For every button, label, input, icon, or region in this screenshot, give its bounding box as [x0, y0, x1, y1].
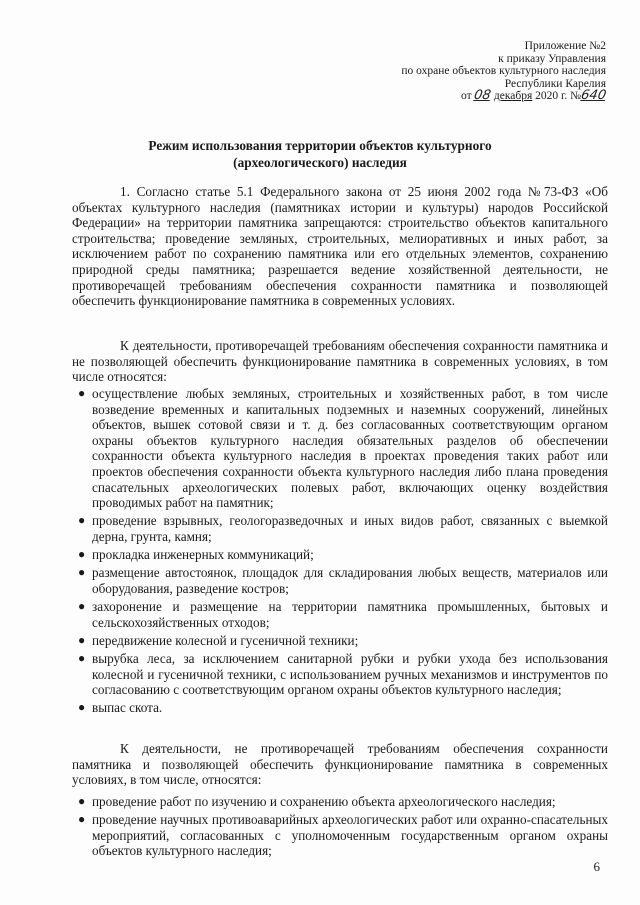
list-item: ● осуществление любых земляных, строительных и хозяйственных работ, в том числе возведение временных и капитальных подземных и наземных сооружений, линейных объектов, вышек сотовой связи и т. д. без согласованных соответствующим органом охраны объектов культурного наследия обязательных разделов об обеспечении сохранности объекта культурного наследия в проектах проведения таких работ или проектов обеспечения сохранности объекта культурного наследия либо плана проведения спасательных археологических полевых работ, включающих оценку воздействия проводимых работ на памятник;: [78, 386, 608, 511]
appendix-number: Приложение №2: [524, 40, 606, 52]
authority-name: по охране объектов культурного наследия: [401, 65, 606, 78]
bullet-icon: ●: [78, 599, 86, 614]
contradicting-activities-list: [78, 386, 608, 719]
list-item: ● прокладка инженерных коммуникаций;: [78, 547, 314, 563]
list-item: ● вырубка леса, за исключением санитарной рубки и рубки ухода без использования колесной и гусеничной техники, с использованием ручных механизмов и инструментов по согласованию с соответствующим органом охраны объектов культурного наследия;: [78, 651, 608, 698]
region-name: Республики Карелия: [504, 77, 606, 90]
appendix-header: [401, 40, 606, 103]
order-reference: к приказу Управления: [498, 52, 606, 65]
list-item: ● передвижение колесной и гусеничной техники;: [78, 632, 359, 648]
bullet-icon: ●: [78, 547, 86, 562]
date-year: 2020 г. №: [535, 90, 582, 103]
bullet-icon: ●: [78, 565, 86, 580]
list-item: ● проведение научных противоаварийных археологических работ или охранно-спасательных мероприятий, согласованных с уполномоченным государственным органом охраны объектов культурного наследия;: [78, 812, 608, 859]
handwritten-order-number: 640: [579, 88, 608, 104]
paragraph-allowed-intro: К деятельности, не противоречащей требованиям обеспечения сохранности памятника и позволяющей обеспечить функционирование памятника в современных условиях, в том числе, относятся:: [72, 741, 608, 788]
bullet-icon: ●: [78, 513, 86, 528]
allowed-activities-list: [78, 794, 608, 862]
page-number: 6: [593, 859, 600, 874]
bullet-icon: ●: [78, 386, 86, 400]
bullet-icon: ●: [78, 812, 86, 827]
bullet-icon: ●: [78, 700, 86, 715]
list-item: ● проведение взрывных, геологоразведочных и иных видов работ, связанных с выемкой дерна, грунта, камня;: [78, 513, 608, 544]
paragraph-contradicting-intro: К деятельности, противоречащей требованиям обеспечения сохранности памятника и не позволяющей обеспечить функционирование памятника в современных условиях, в том числе относятся:: [72, 338, 608, 385]
bullet-icon: ●: [78, 651, 86, 666]
list-item: ● размещение автостоянок, площадок для складирования любых веществ, материалов или оборудования, разведение костров;: [78, 565, 608, 596]
order-date-line: [401, 90, 606, 103]
list-item: ● выпас скота.: [78, 700, 163, 716]
list-item: ● захоронение и размещение на территории памятника промышленных, бытовых и сельскохозяйственных отходов;: [78, 599, 608, 630]
list-item: ● проведение работ по изучению и сохранению объекта археологического наследия;: [78, 794, 556, 809]
document-title: Режим использования территории объектов культурного (археологического) наследия: [148, 138, 492, 170]
handwritten-day: 08: [473, 88, 493, 104]
bullet-icon: ●: [78, 794, 86, 808]
date-month: декабря: [493, 90, 533, 103]
paragraph-prohibitions: 1. Согласно статье 5.1 Федерального закона от 25 июня 2002 года №73-ФЗ «Об объектах культурного наследия (памятниках истории и культуры) народов Российской Федерации» на территории памятника запрещаются: строительство объектов капитального строительства; проведение земляных, строительных, мелиоративных и иных работ, за исключением работ по сохранению памятника или его отдельных элементов, сохранению природной среды памятника; разрешается ведение хозяйственной деятельности, не противоречащей требованиям обеспечения сохранности памятника и позволяющей обеспечить функционирование памятника в современных условиях.: [72, 184, 608, 309]
date-prefix: от: [460, 90, 472, 103]
bullet-icon: ●: [78, 632, 86, 647]
